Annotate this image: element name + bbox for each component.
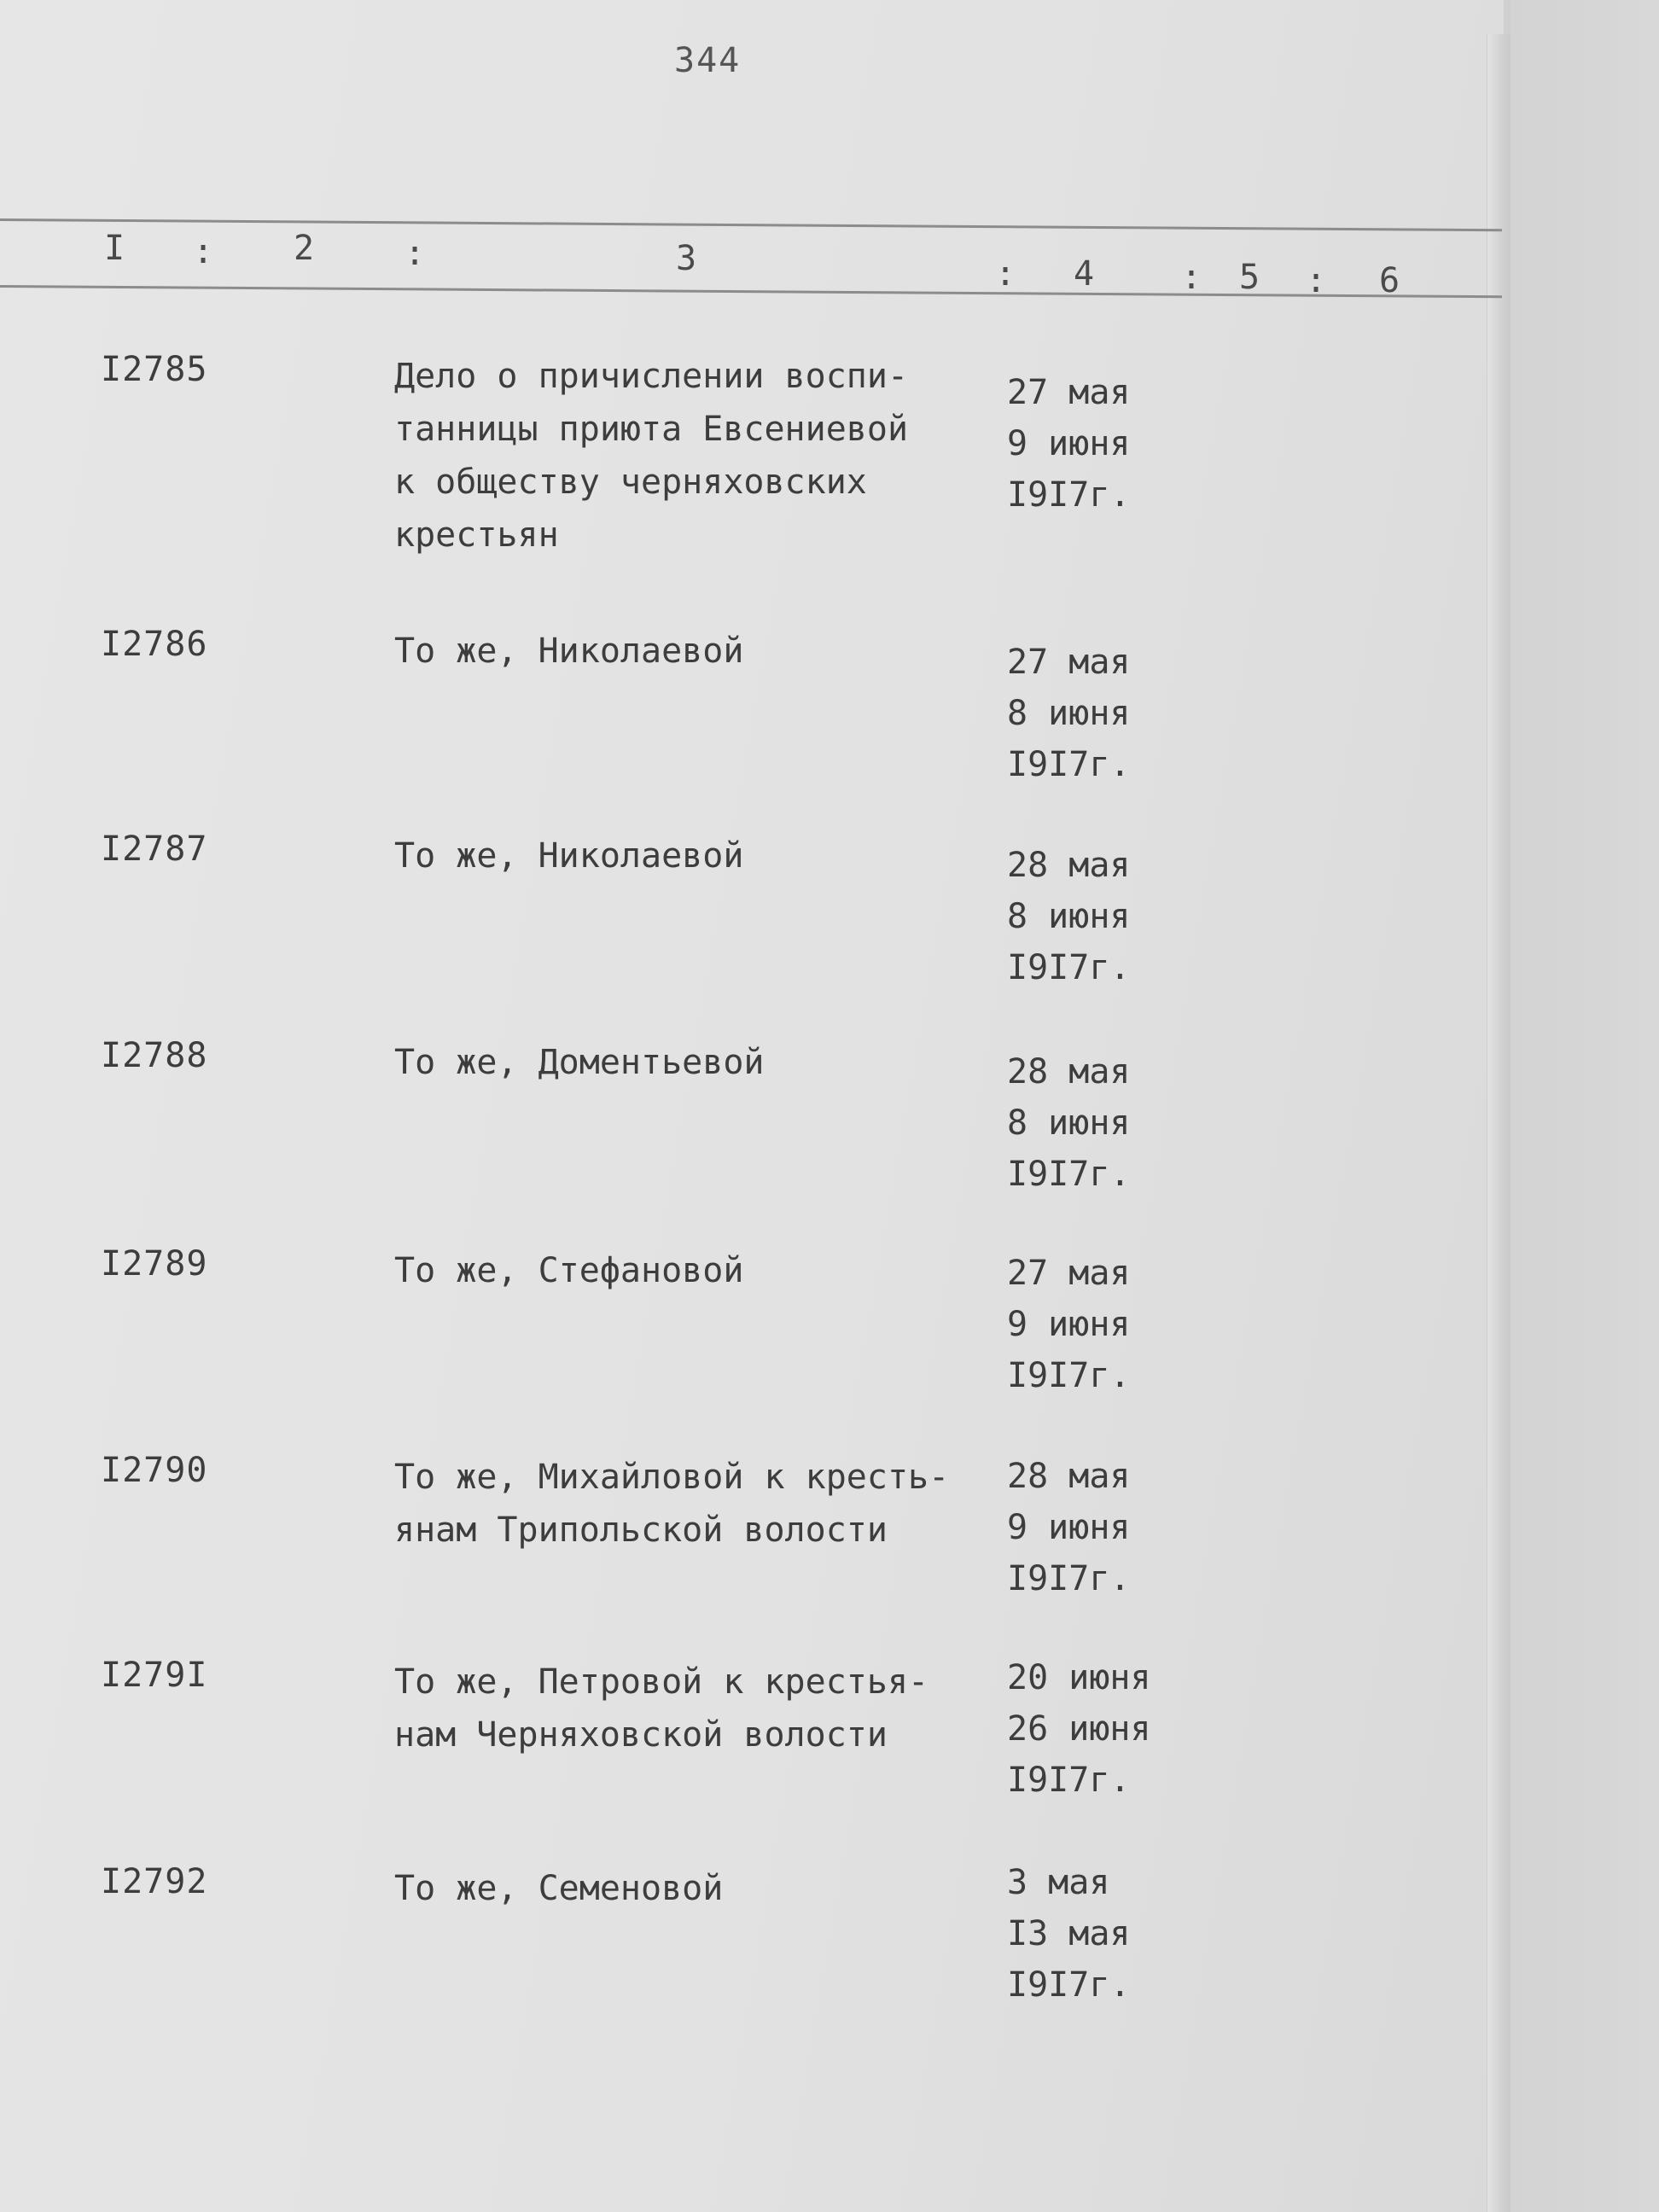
entry-number: I2787 [101, 830, 208, 869]
entry-date-year: I9I7г. [1007, 948, 1131, 987]
entry-number: I279I [101, 1656, 208, 1695]
header-separator: : [995, 254, 1016, 294]
entry-title: То же, Петровой к крестья- нам Черняховской волости [394, 1662, 929, 1755]
entry-date-start: 28 мая [1007, 1457, 1131, 1496]
header-col-5: 5 [1239, 258, 1260, 297]
entry-date-start: 3 мая [1007, 1863, 1110, 1902]
entry-date-start: 27 мая [1007, 373, 1131, 412]
entry-date-year: I9I7г. [1007, 1155, 1131, 1194]
entry-dates [1007, 1248, 1131, 1401]
entry-date-year: I9I7г. [1007, 1559, 1131, 1598]
header-col-4: 4 [1074, 254, 1095, 294]
header-col-2: 2 [294, 229, 315, 268]
entry-date-year: I9I7г. [1007, 475, 1131, 515]
page-edge [1487, 34, 1511, 2212]
entry-dates [1007, 367, 1131, 521]
entry-date-end: I3 мая [1007, 1914, 1131, 1953]
entry-date-end: 26 июня [1007, 1709, 1151, 1749]
entry-number: I2790 [101, 1451, 208, 1490]
header-separator: : [405, 234, 426, 273]
entry-date-end: 9 июня [1007, 1305, 1131, 1344]
entry-dates [1007, 637, 1131, 790]
entry-date-year: I9I7г. [1007, 1356, 1131, 1395]
entry-title: То же, Михайловой к кресть- янам Трипольской волости [394, 1458, 950, 1550]
entry-date-start: 20 июня [1007, 1658, 1151, 1697]
entry-date-year: I9I7г. [1007, 1965, 1131, 2005]
header-separator: : [1181, 258, 1202, 297]
entry-title: То же, Семеновой [394, 1869, 724, 1908]
entry-title: Дело о причислении воспи- танницы приюта Евсениевой к обществу черняховских крестьян [394, 357, 909, 555]
entry-number: I2792 [101, 1862, 208, 1901]
entry-title: То же, Стефановой [394, 1251, 744, 1290]
entry-date-start: 27 мая [1007, 1254, 1131, 1293]
entry-number: I2788 [101, 1036, 208, 1075]
entry-dates [1007, 840, 1131, 993]
page-number: 344 [674, 41, 742, 80]
entry-title: То же, Доментьевой [394, 1043, 765, 1082]
entry-dates [1007, 1857, 1131, 2011]
entry-title: То же, Николаевой [394, 632, 744, 671]
entry-date-year: I9I7г. [1007, 1761, 1131, 1800]
background-surface [1511, 0, 1659, 2212]
entry-title: То же, Николаевой [394, 836, 744, 876]
header-col-1: I [104, 229, 125, 268]
entry-date-start: 27 мая [1007, 643, 1131, 682]
entry-date-start: 28 мая [1007, 1052, 1131, 1091]
entry-date-year: I9I7г. [1007, 745, 1131, 784]
entry-dates [1007, 1046, 1131, 1200]
entry-date-end: 9 июня [1007, 424, 1131, 463]
entry-number: I2786 [101, 625, 208, 664]
entry-date-end: 8 июня [1007, 694, 1131, 733]
header-col-6: 6 [1379, 261, 1400, 300]
entry-dates [1007, 1652, 1151, 1806]
entry-date-end: 8 июня [1007, 897, 1131, 936]
entry-number: I2789 [101, 1244, 208, 1284]
header-separator: : [193, 232, 214, 271]
entry-number: I2785 [101, 350, 208, 389]
entry-date-start: 28 мая [1007, 846, 1131, 885]
entry-date-end: 9 июня [1007, 1508, 1131, 1547]
header-separator: : [1306, 261, 1327, 300]
header-col-3: 3 [676, 239, 697, 278]
entry-dates [1007, 1451, 1131, 1604]
entry-date-end: 8 июня [1007, 1103, 1131, 1143]
